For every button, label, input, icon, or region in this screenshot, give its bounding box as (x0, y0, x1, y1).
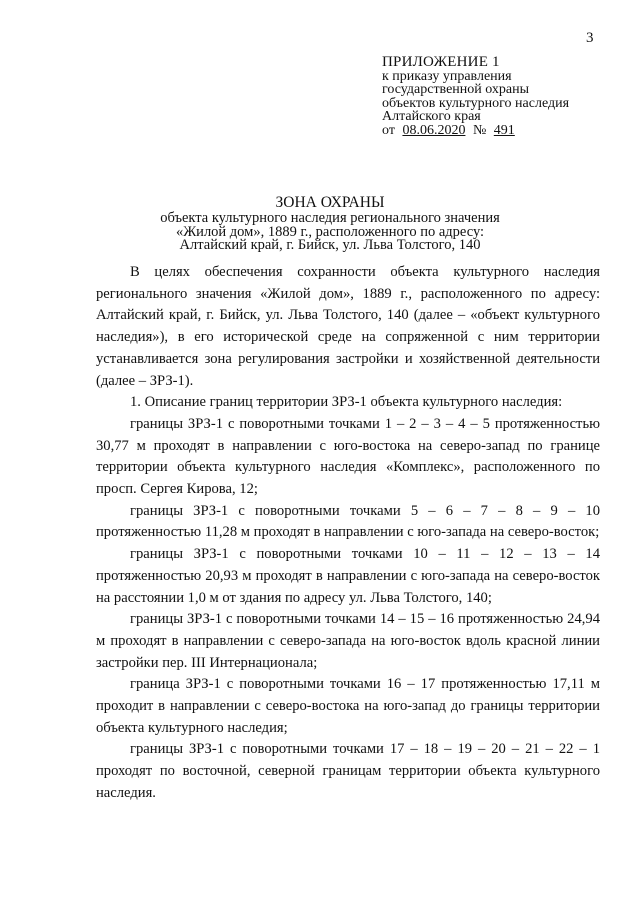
body-paragraph: В целях обеспечения сохранности объекта культурного наследия регионального значения «Жилой дом», 1889 г., расположенного по адресу: Алтайский край, г. Бийск, ул. Льва Толстого, 140 (далее – «объект культурного наследия»), в его исторической среде на сопряженной с ним территории устанавливается зона регулирования застройки и хозяйственной деятельности (далее – ЗРЗ-1). (96, 264, 600, 389)
order-prefix: от (382, 122, 395, 138)
title-line: «Жилой дом», 1889 г., расположенного по адресу: (175, 223, 485, 240)
order-line (382, 124, 622, 138)
appendix-line: к приказу управления (382, 68, 512, 84)
body-paragraph: границы ЗРЗ-1 с поворотными точками 5 – 6 – 7 – 8 – 9 – 10 протяженностью 11,28 м проходят в направлении с юго-запада на северо-восток; (96, 502, 600, 541)
appendix-header (382, 56, 622, 137)
body-paragraph: границы ЗРЗ-1 с поворотными точками 1 – 2 – 3 – 4 – 5 протяженностью 30,77 м проходят в направлении с юго-востока на северо-запад по границе территории объекта культурного наследия «Комплекс», расположенного по просп. Сергея Кирова, 12; (96, 415, 600, 498)
appendix-line: государственной охраны (382, 82, 530, 97)
body-paragraph: границы ЗРЗ-1 с поворотными точками 10 – 11 – 12 – 13 – 14 протяженностью 20,93 м проходят в направлении с юго-запада на северо-восток на расстоянии 1,0 м от здания по адресу ул. Льва Толстого, 140; (96, 546, 600, 606)
appendix-line: объектов культурного наследия (382, 95, 570, 111)
appendix-heading: ПРИЛОЖЕНИЕ 1 (382, 54, 500, 70)
body-paragraph: границы ЗРЗ-1 с поворотными точками 17 – 18 – 19 – 20 – 21 – 22 – 1 проходят по восточной, северной границам территории объекта культурного наследия. (96, 741, 600, 801)
body-paragraph: границы ЗРЗ-1 с поворотными точками 14 – 15 – 16 протяженностью 24,94 м проходят в направлении с северо-запада на юго-восток вдоль красной линии застройки пер. III Интернационала; (96, 611, 600, 671)
title-line: объекта культурного наследия регионального значения (160, 210, 500, 226)
body-paragraph: граница ЗРЗ-1 с поворотными точками 16 – 17 протяженностью 17,11 м проходит в направлении с северо-востока на юго-запад до границы территории объекта культурного наследия; (96, 676, 600, 736)
order-date: 08.06.2020 (402, 122, 466, 138)
appendix-line: Алтайского края (382, 109, 481, 124)
order-number-sign: № (472, 122, 487, 138)
page-number: 3 (586, 30, 594, 46)
order-number: 491 (493, 122, 515, 138)
document-title (60, 195, 600, 253)
document-body (96, 262, 600, 805)
title-line: Алтайский край, г. Бийск, ул. Льва Толстого, 140 (179, 237, 481, 253)
body-paragraph: 1. Описание границ территории ЗРЗ-1 объекта культурного наследия: (130, 394, 563, 411)
title-main: ЗОНА ОХРАНЫ (275, 194, 385, 211)
